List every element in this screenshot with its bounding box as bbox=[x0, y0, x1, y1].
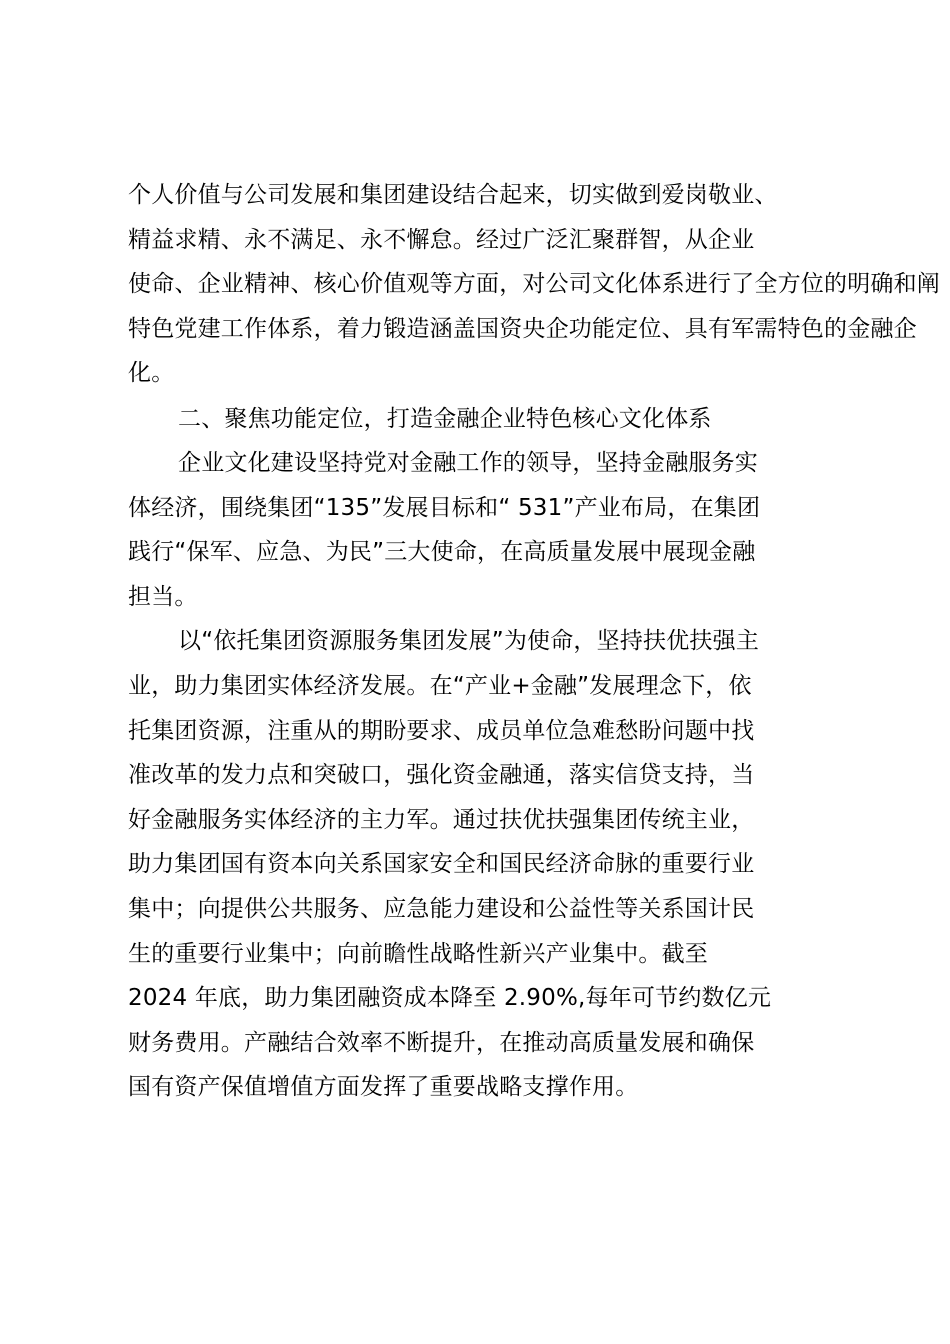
paragraph-line: 精益求精、永不满足、永不懈怠。经过广泛汇聚群智，从企业 bbox=[128, 227, 755, 253]
paragraph-line: 2024 年底，助力集团融资成本降至 2.90%,每年可节约数亿元 bbox=[128, 985, 772, 1011]
paragraph-line: 财务费用。产融结合效率不断提升，在推动高质量发展和确保 bbox=[128, 1030, 755, 1056]
paragraph-line: 集中；向提供公共服务、应急能力建设和公益性等关系国计民 bbox=[128, 896, 755, 922]
paragraph-line: 以“依托集团资源服务集团发展”为使命，坚持扶优扶强主 bbox=[178, 628, 760, 654]
paragraph-line: 好金融服务实体经济的主力军。通过扶优扶强集团传统主业， bbox=[128, 807, 755, 833]
paragraph-line: 企业文化建设坚持党对金融工作的领导，坚持金融服务实 bbox=[178, 450, 758, 476]
paragraph-line: 践行“保军、应急、为民”三大使命，在高质量发展中展现金融 bbox=[128, 539, 756, 565]
paragraph-line: 准改革的发力点和突破口，强化资金融通，落实信贷支持，当 bbox=[128, 762, 755, 788]
paragraph-line: 化。 bbox=[128, 360, 175, 386]
paragraph-line: 个人价值与公司发展和集团建设结合起来，切实做到爱岗敬业、 bbox=[128, 182, 778, 208]
paragraph-line: 业，助力集团实体经济发展。在“产业+金融”发展理念下，依 bbox=[128, 673, 752, 699]
paragraph-line: 生的重要行业集中；向前瞻性战略性新兴产业集中。截至 bbox=[128, 941, 708, 967]
paragraph-line: 助力集团国有资本向关系国家安全和国民经济命脉的重要行业 bbox=[128, 851, 755, 877]
paragraph-line: 特色党建工作体系，着力锻造涵盖国资央企功能定位、具有军需特色的金融企 bbox=[128, 316, 917, 342]
paragraph-line: 托集团资源，注重从的期盼要求、成员单位急难愁盼问题中找 bbox=[128, 718, 755, 744]
paragraph-line: 担当。 bbox=[128, 584, 198, 610]
paragraph-line: 国有资产保值增值方面发挥了重要战略支撑作用。 bbox=[128, 1074, 639, 1100]
paragraph-line: 使命、企业精神、核心价值观等方面，对公司文化体系进行了全方位的明确和阐 bbox=[128, 271, 940, 297]
paragraph-line: 体经济，围绕集团“135”发展目标和“ 531”产业布局，在集团 bbox=[128, 495, 761, 521]
section-heading: 二、聚焦功能定位，打造金融企业特色核心文化体系 bbox=[178, 406, 712, 432]
